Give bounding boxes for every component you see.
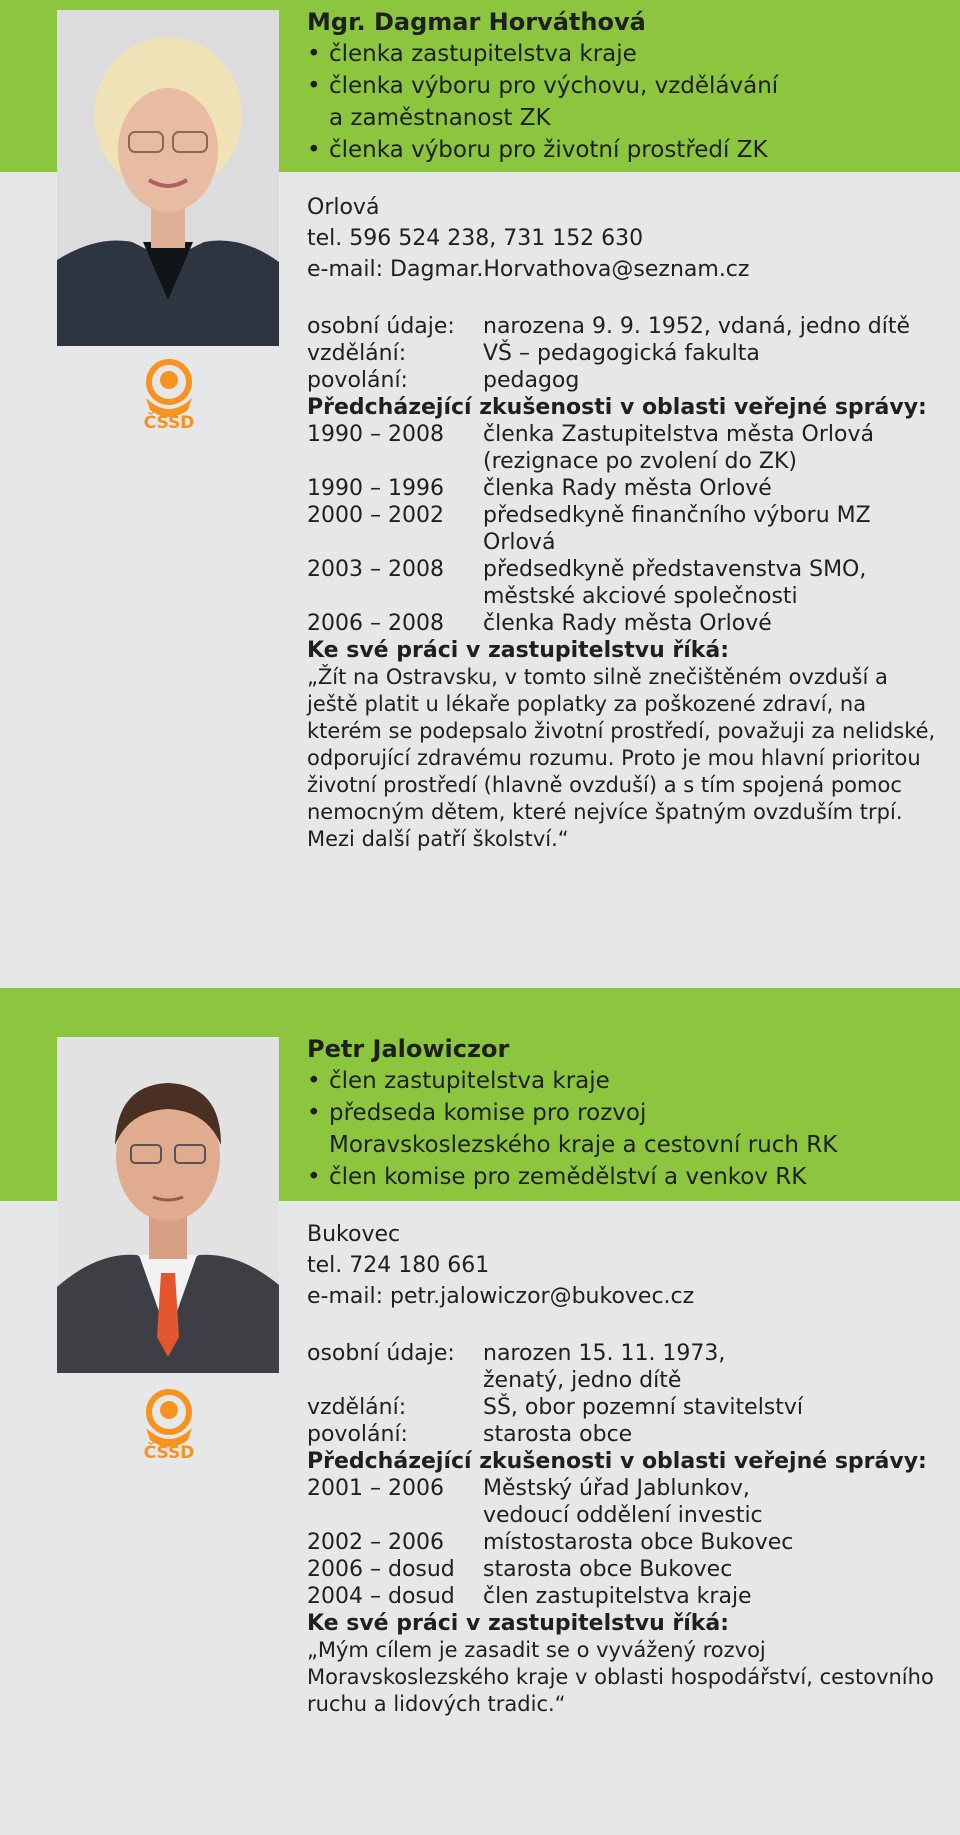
personal-facts (307, 1340, 937, 1448)
history-row (307, 1583, 937, 1610)
history-row (307, 1475, 937, 1529)
fact-label: vzdělání: (307, 1395, 407, 1420)
fact-value: narozen 15. 11. 1973, ženatý, jedno dítě (483, 1341, 726, 1393)
history-text: starosta obce Bukovec (483, 1557, 733, 1582)
contact-block (307, 1219, 937, 1312)
history-row (307, 610, 937, 637)
email: e-mail: Dagmar.Horvathova@seznam.cz (307, 257, 750, 282)
quote-heading: Ke své práci v zastupitelstvu říká: (307, 1611, 730, 1636)
role-item: • členka výboru pro životní prostředí ZK (307, 134, 937, 166)
fact-row (307, 367, 937, 394)
history-row (307, 421, 937, 475)
history-period: 2002 – 2006 (307, 1530, 444, 1555)
fact-value: SŠ, obor pozemní stavitelství (483, 1395, 804, 1420)
history-period: 2001 – 2006 (307, 1476, 444, 1501)
history-row (307, 502, 937, 556)
role-list (307, 1065, 937, 1193)
fact-row (307, 1394, 937, 1421)
history-text: Městský úřad Jablunkov, vedoucí oddělení investic (483, 1476, 763, 1528)
history-text: členka Rady města Orlové (483, 611, 772, 636)
history-row (307, 556, 937, 610)
fact-row (307, 1340, 937, 1394)
quote-text: „Mým cílem je zasadit se o vyvážený rozvoj Moravskoslezského kraje v oblasti hospodářství, cestovního ruchu a lidových tradic.“ (307, 1638, 934, 1716)
fact-label: povolání: (307, 1422, 408, 1447)
fact-label: vzdělání: (307, 341, 407, 366)
cssd-logo-text: ČSSD (143, 413, 195, 433)
fact-label: povolání: (307, 368, 408, 393)
history-text: člen zastupitelstva kraje (483, 1584, 752, 1609)
portrait-man-icon (57, 1037, 279, 1373)
personal-facts (307, 313, 937, 394)
history-list (307, 421, 937, 637)
phone: tel. 596 524 238, 731 152 630 (307, 226, 644, 251)
history-period: 2006 – 2008 (307, 611, 444, 636)
city: Bukovec (307, 1222, 401, 1247)
history-text: místostarosta obce Bukovec (483, 1530, 794, 1555)
history-period: 2003 – 2008 (307, 557, 444, 582)
profile-card-2 (307, 1033, 937, 1718)
history-period: 2006 – dosud (307, 1557, 455, 1582)
history-period: 2004 – dosud (307, 1584, 455, 1609)
contact-block (307, 192, 937, 285)
cssd-logo-1 (138, 358, 200, 438)
history-text: členka Zastupitelstva města Orlová (rezignace po zvolení do ZK) (483, 422, 874, 474)
history-period: 2000 – 2002 (307, 503, 444, 528)
profile-name: Petr Jalowiczor (307, 1035, 510, 1063)
history-text: členka Rady města Orlové (483, 476, 772, 501)
quote-text: „Žít na Ostravsku, v tomto silně znečištěném ovzduší a ještě platit u lékaře poplatky za poškozené zdraví, na kterém se podepsalo životní prostředí, považuji za nelidské, odporující zdravému rozumu. Proto je mou hlavní prioritou životní prostředí (hlavně ovzduší) a s tím spojená pomoc nemocným dětem, které nejvíce špatným ovzduším trpí. Mezi další patří školství.“ (307, 665, 936, 851)
city: Orlová (307, 195, 380, 220)
phone: tel. 724 180 661 (307, 1253, 490, 1278)
fact-value: pedagog (483, 368, 580, 393)
fact-row (307, 313, 937, 340)
history-text: předsedkyně finančního výboru MZ Orlová (483, 503, 871, 555)
portrait-photo-1 (57, 10, 279, 346)
role-item: • členka výboru pro výchovu, vzdělávání a zaměstnanost ZK (307, 70, 937, 134)
fact-value: narozena 9. 9. 1952, vdaná, jedno dítě (483, 314, 911, 339)
history-row (307, 1556, 937, 1583)
history-text: předsedkyně představenstva SMO, městské akciové společnosti (483, 557, 867, 609)
fact-value: VŠ – pedagogická fakulta (483, 341, 760, 366)
fact-row (307, 1421, 937, 1448)
role-list (307, 38, 937, 166)
history-heading: Předcházející zkušenosti v oblasti veřejné správy: (307, 1449, 927, 1474)
cssd-logo-2 (138, 1388, 200, 1468)
fact-label: osobní údaje: (307, 1341, 455, 1366)
history-period: 1990 – 1996 (307, 476, 444, 501)
role-item: • předseda komise pro rozvoj Moravskoslezského kraje a cestovní ruch RK (307, 1097, 937, 1161)
history-period: 1990 – 2008 (307, 422, 444, 447)
role-item: • člen zastupitelstva kraje (307, 1065, 937, 1097)
email: e-mail: petr.jalowiczor@bukovec.cz (307, 1284, 695, 1309)
portrait-woman-icon (57, 10, 279, 346)
cssd-logo-text: ČSSD (143, 1443, 195, 1463)
history-heading: Předcházející zkušenosti v oblasti veřejné správy: (307, 395, 927, 420)
profile-card-1 (307, 6, 937, 853)
fact-label: osobní údaje: (307, 314, 455, 339)
fact-row (307, 340, 937, 367)
history-list (307, 1475, 937, 1610)
quote-heading: Ke své práci v zastupitelstvu říká: (307, 638, 730, 663)
history-row (307, 1529, 937, 1556)
fact-value: starosta obce (483, 1422, 633, 1447)
history-row (307, 475, 937, 502)
profile-name: Mgr. Dagmar Horváthová (307, 8, 646, 36)
role-item: • členka zastupitelstva kraje (307, 38, 937, 70)
portrait-photo-2 (57, 1037, 279, 1373)
role-item: • člen komise pro zemědělství a venkov RK (307, 1161, 937, 1193)
